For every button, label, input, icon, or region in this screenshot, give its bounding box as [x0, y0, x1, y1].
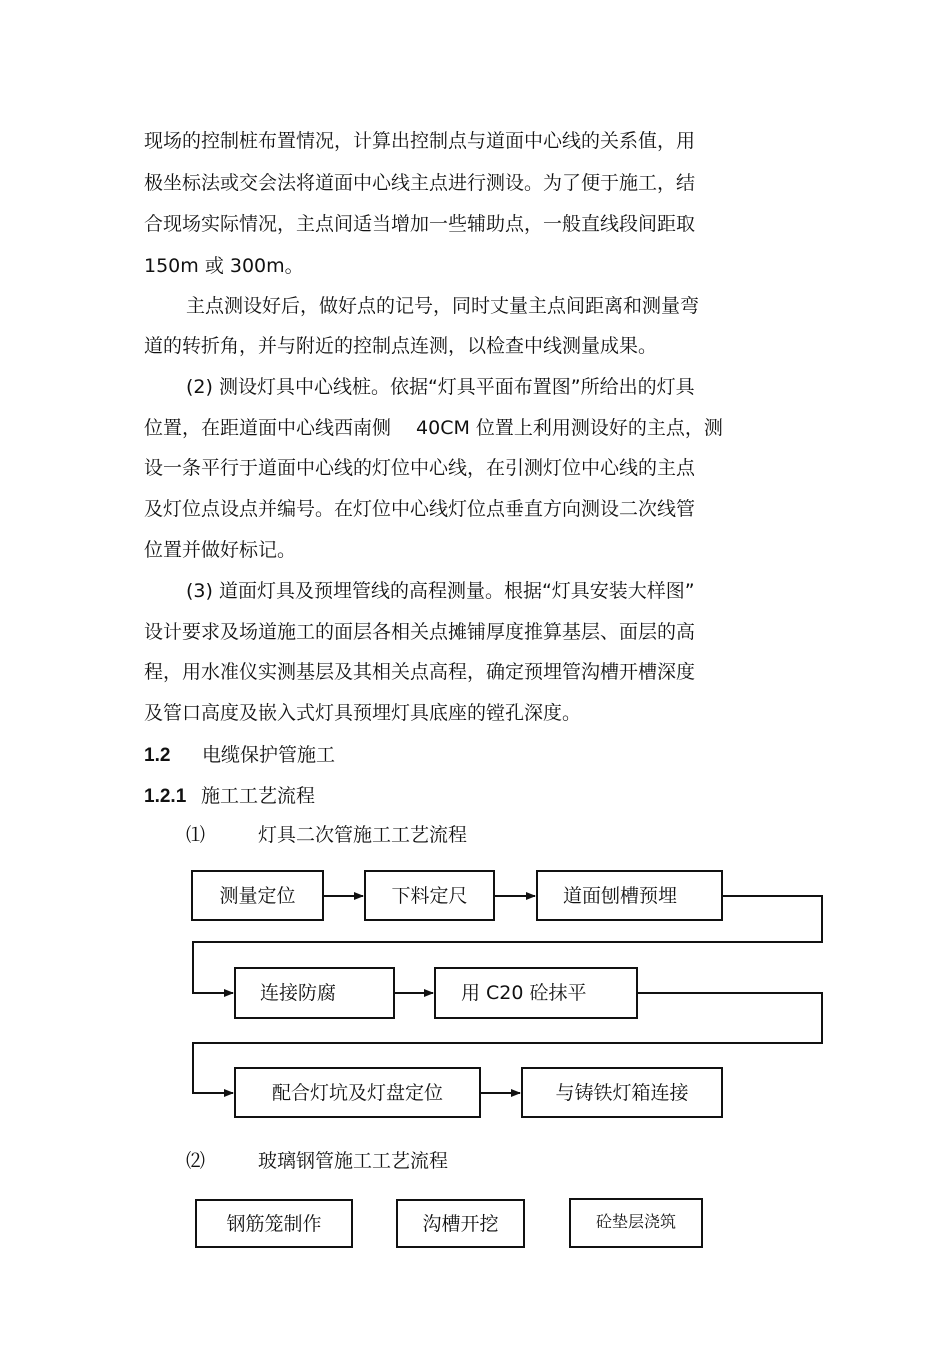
paragraph-line: 150m 或 300m。 — [144, 255, 304, 277]
flow2-step-box: 沟槽开挖 — [396, 1199, 525, 1248]
paragraph-line: (3) 道面灯具及预埋管线的高程测量。根据“灯具安装大样图” — [186, 580, 695, 602]
section-title: 电缆保护管施工 — [202, 744, 336, 766]
flow1-step-box: 下料定尺 — [364, 870, 495, 921]
flow2-number: ⑵ — [186, 1150, 206, 1172]
flow1-step-box: 用 C20 砼抹平 — [434, 967, 638, 1019]
paragraph-line: 程，用水准仪实测基层及其相关点高程，确定预埋管沟槽开槽深度 — [144, 661, 696, 683]
flow1-title: 灯具二次管施工工艺流程 — [258, 824, 468, 846]
paragraph-line: 及灯位点设点并编号。在灯位中心线灯位点垂直方向测设二次线管 — [144, 498, 696, 520]
paragraph-line: 现场的控制桩布置情况，计算出控制点与道面中心线的关系值，用 — [144, 130, 696, 152]
paragraph-line: 位置，在距道面中心线西南侧 40CM 位置上利用测设好的主点，测 — [144, 417, 723, 439]
section-number: 1.2 — [144, 745, 171, 766]
flow1-step-box: 与铸铁灯箱连接 — [521, 1067, 723, 1118]
flow2-heading — [186, 1149, 448, 1173]
flow1-step-box: 连接防腐 — [234, 967, 395, 1019]
flow1-step-box: 道面刨槽预埋 — [536, 870, 723, 921]
paragraph-line: 设计要求及场道施工的面层各相关点摊铺厚度推算基层、面层的高 — [144, 621, 696, 643]
paragraph-line: 合现场实际情况，主点间适当增加一些辅助点，一般直线段间距取 — [144, 213, 696, 235]
flow2-title: 玻璃钢管施工工艺流程 — [258, 1150, 449, 1172]
section-number: 1.2.1 — [144, 786, 187, 807]
flow1-step-box: 配合灯坑及灯盘定位 — [234, 1067, 481, 1118]
paragraph-line: 设一条平行于道面中心线的灯位中心线，在引测灯位中心线的主点 — [144, 457, 696, 479]
flow2-step-box: 砼垫层浇筑 — [569, 1198, 703, 1248]
paragraph-line: 道的转折角，并与附近的控制点连测，以检查中线测量成果。 — [144, 335, 658, 357]
paragraph-line: 主点测设好后，做好点的记号，同时丈量主点间距离和测量弯 — [186, 295, 700, 317]
paragraph-line: 及管口高度及嵌入式灯具预埋灯具底座的镗孔深度。 — [144, 702, 582, 724]
flow1-step-box: 测量定位 — [191, 870, 324, 921]
paragraph-line: (2) 测设灯具中心线桩。依据“灯具平面布置图”所给出的灯具 — [186, 376, 695, 398]
paragraph-line: 位置并做好标记。 — [144, 539, 297, 561]
paragraph-line: 极坐标法或交会法将道面中心线主点进行测设。为了便于施工，结 — [144, 172, 696, 194]
flow1-number: ⑴ — [186, 824, 206, 846]
flow2-step-box: 钢筋笼制作 — [195, 1199, 353, 1248]
section-title: 施工工艺流程 — [201, 785, 316, 807]
